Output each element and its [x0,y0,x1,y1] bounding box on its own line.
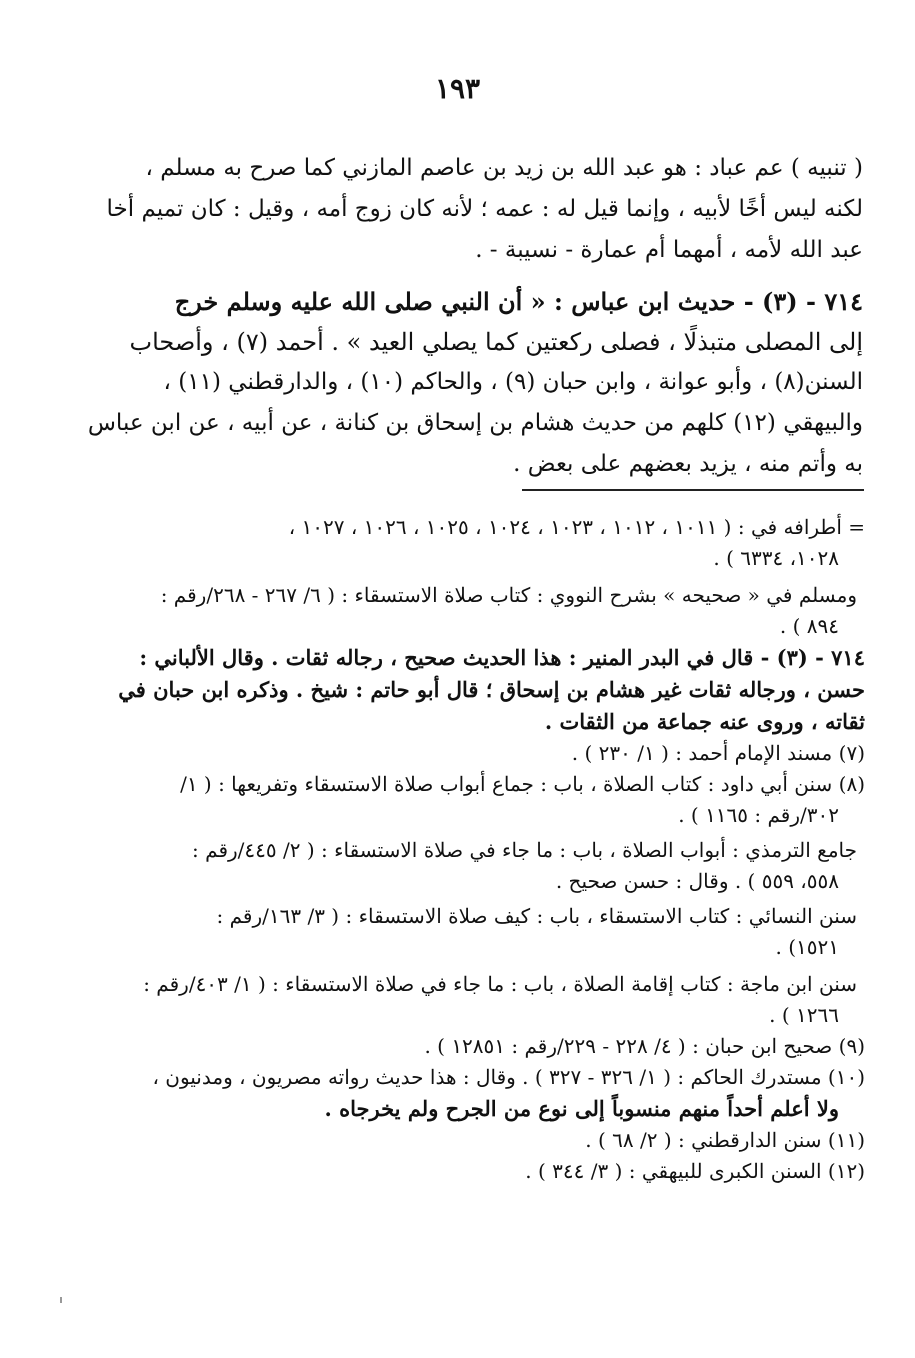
footnote-line: = أطرافه في : ( ١٠١١ ، ١٠١٢ ، ١٠٢٣ ، ١٠٢٤ ، ١٠٢٥ ، ١٠٢٦ ، ١٠٢٧ ، [288,515,865,539]
footnote-line: ٥٥٨، ٥٥٩ ) . وقال : حسن صحيح . [555,869,839,893]
footnote-line: ٧١٤ - (٣) - قال في البدر المنير : هذا الحديث صحيح ، رجاله ثقات . وقال الألباني : [139,645,865,670]
footnote-line: ٨٩٤ ) . [779,614,839,638]
footnote-line: حسن ، ورجاله ثقات غير هشام بن إسحاق ؛ قال أبو حاتم : شيخ . وذكره ابن حبان في [118,677,865,702]
footnote-line: (١١) سنن الدارقطني : ( ٢/ ٦٨ ) . [585,1128,865,1152]
footnote-line: ١٥٢١) . [775,935,839,959]
footnote-line: (١٠) مستدرك الحاكم : ( ١/ ٣٢٦ - ٣٢٧ ) . وقال : هذا حديث رواته مصريون ، ومدنيون ، [152,1065,865,1089]
text-line: ( تنبيه ) عم عباد : هو عبد الله بن زيد بن عاصم المازني كما صرح به مسلم ، [145,155,863,181]
text-line: لكنه ليس أخًا لأبيه ، وإنما قيل له : عمه ؛ لأنه كان زوج أمه ، وقيل : كان تميم أخا [106,196,863,222]
tanbih-paragraph [45,148,863,271]
footnote-line: (٩) صحيح ابن حبان : ( ٤/ ٢٢٨ - ٢٢٩/رقم : ١٢٨٥١ ) . [424,1034,865,1058]
footnote-line: (٧) مسند الإمام أحمد : ( ١/ ٢٣٠ ) . [571,741,865,765]
footnote-line: ١٢٦٦ ) . [769,1003,839,1027]
text-line: السنن(٨) ، وأبو عوانة ، وابن حبان (٩) ، والحاكم (١٠) ، والدارقطني (١١) ، [163,369,863,395]
scan-speck [60,1297,62,1303]
footnote-line: سنن النسائي : كتاب الاستسقاء ، باب : كيف صلاة الاستسقاء : ( ٣/ ١٦٣/رقم : [216,904,857,928]
footnotes [45,512,865,1187]
footnote-line: ١٠٢٨، ٦٣٣٤ ) . [713,546,839,570]
text-line: والبيهقي (١٢) كلهم من حديث هشام بن إسحاق بن كنانة ، عن أبيه ، عن ابن عباس [87,410,863,436]
footnote-separator [522,489,864,491]
footnote-line: جامع الترمذي : أبواب الصلاة ، باب : ما جاء في صلاة الاستسقاء : ( ٢/ ٤٤٥/رقم : [192,838,857,862]
footnote-line: ثقاته ، وروى عنه جماعة من الثقات . [544,709,865,734]
footnote-line: ومسلم في « صحيحه » بشرح النووي : كتاب صلاة الاستسقاء : ( ٦/ ٢٦٧ - ٢٦٨/رقم : [160,583,857,607]
footnote-line: ٣٠٢/رقم : ١١٦٥ ) . [678,803,839,827]
text-line: به وأتم منه ، يزيد بعضهم على بعض . [513,451,863,477]
hadith-paragraph [45,282,863,485]
footnote-line: (٨) سنن أبي داود : كتاب الصلاة ، باب : جماع أبواب صلاة الاستسقاء وتفريعها : ( ١/ [180,772,865,796]
footnote-line: سنن ابن ماجة : كتاب إقامة الصلاة ، باب : ما جاء في صلاة الاستسقاء : ( ١/ ٤٠٣/رقم : [143,972,857,996]
text-line: عبد الله لأمه ، أمهما أم عمارة - نسيبة - . [475,237,863,263]
hadith-heading-line: ٧١٤ - (٣) - حديث ابن عباس : « أن النبي صلى الله عليه وسلم خرج [174,287,863,316]
page-number: ١٩٣ [434,72,481,105]
footnote-line: ولا أعلم أحداً منهم منسوباً إلى نوع من الجرح ولم يخرجاه . [324,1096,839,1121]
text-line: إلى المصلى متبذلًا ، فصلى ركعتين كما يصلي العيد » . أحمد (٧) ، وأصحاب [129,328,863,356]
footnote-line: (١٢) السنن الكبرى للبيهقي : ( ٣/ ٣٤٤ ) . [525,1159,865,1183]
